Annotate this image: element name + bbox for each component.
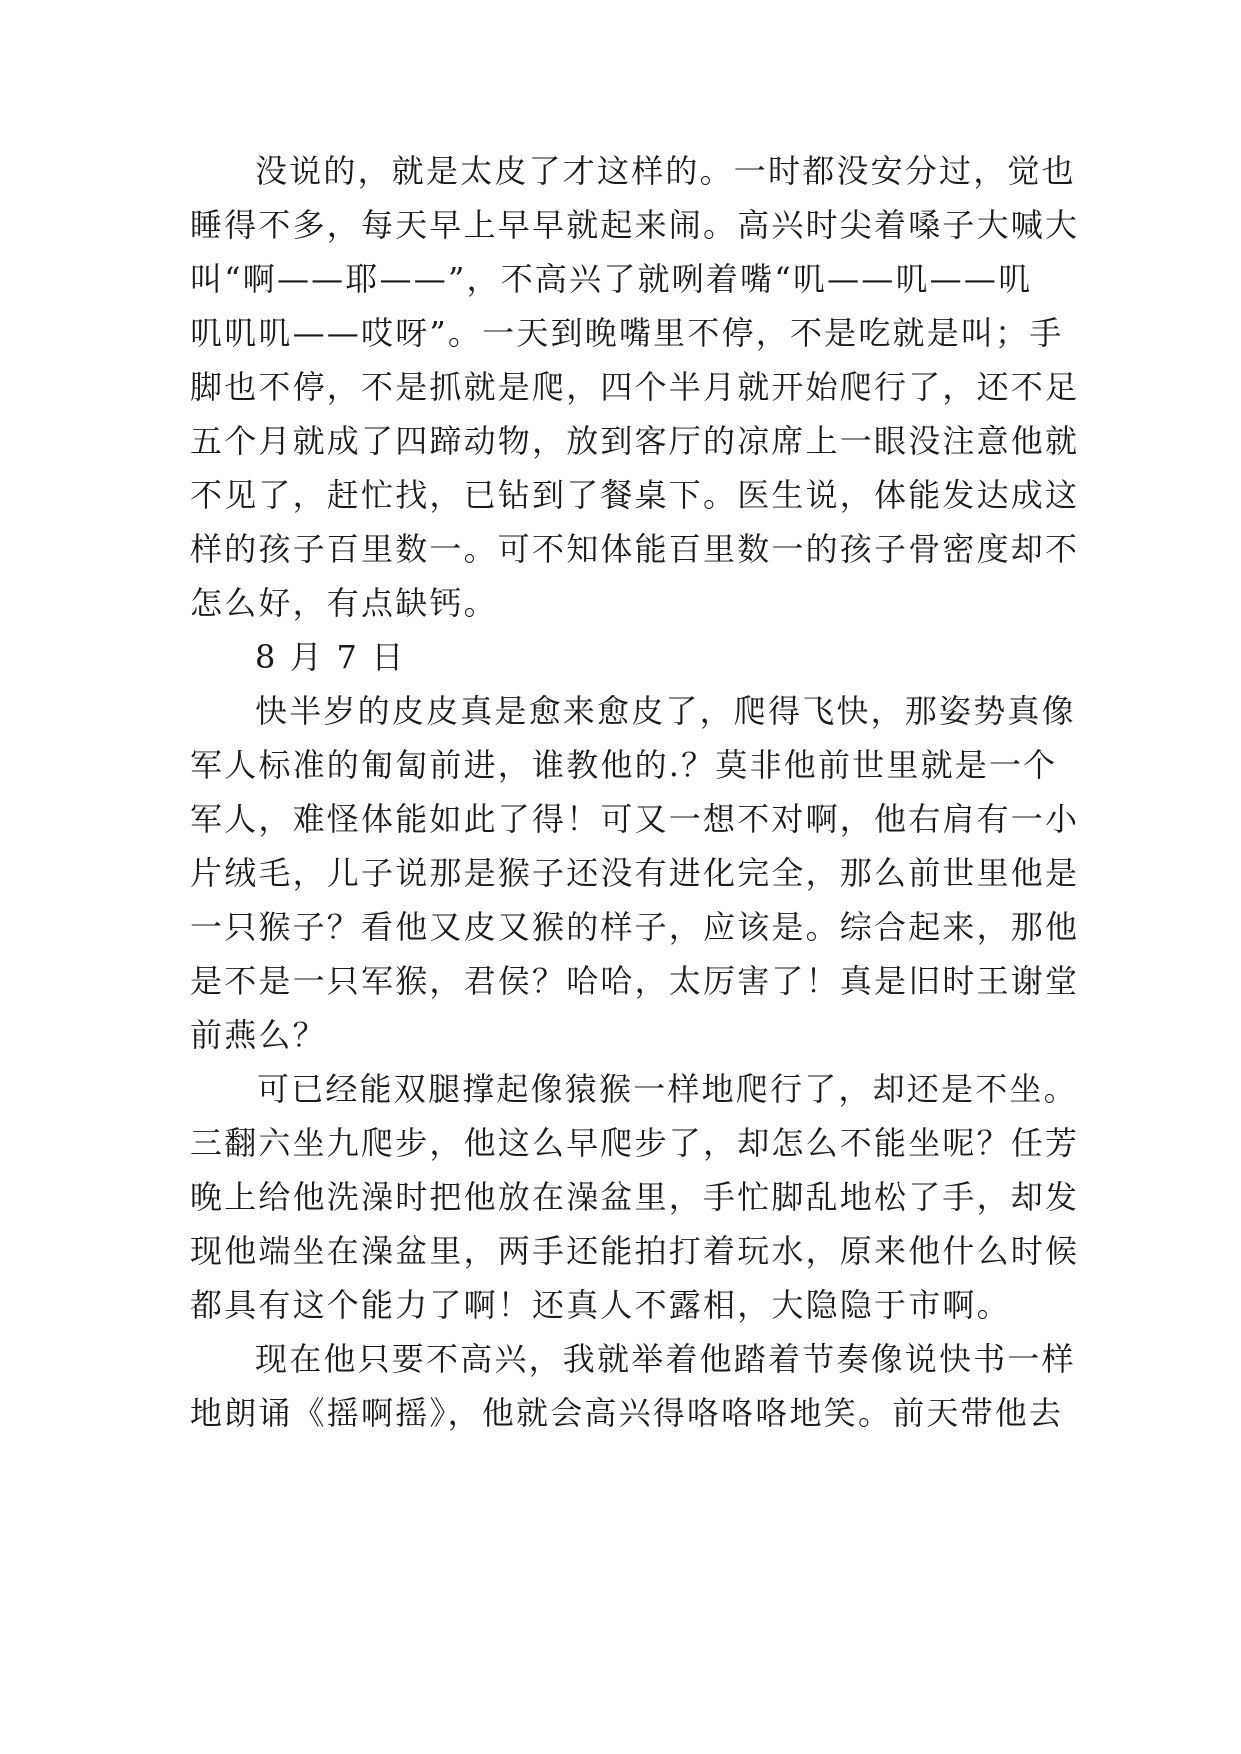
text-line: 晚上给他洗澡时把他放在澡盆里，手忙脚乱地松了手，却发 [190,1178,1080,1216]
text-line: 没说的，就是太皮了才这样的。一时都没安分过，觉也 [255,152,1076,190]
text-line: 快半岁的皮皮真是愈来愈皮了，爬得飞快，那姿势真像 [255,692,1076,730]
text-line: 片绒毛，儿子说那是猴子还没有进化完全，那么前世里他是 [190,854,1080,892]
text-line: 叽叽叽——哎呀”。一天到晚嘴里不停，不是吃就是叫；手 [190,314,1064,352]
text-line: 可已经能双腿撑起像猿猴一样地爬行了，却还是不坐。 [257,1070,1078,1108]
text-line: 睡得不多，每天早上早早就起来闹。高兴时尖着嗓子大喊大 [190,206,1080,244]
text-line: 军人标准的匍匐前进，谁教他的.？莫非他前世里就是一个 [190,746,1058,784]
text-line: 都具有这个能力了啊！还真人不露相，大隐隐于市啊。 [190,1286,1011,1324]
text-line: 是不是一只军猴，君侯？哈哈，太厉害了！真是旧时王谢堂 [190,962,1080,1000]
date-heading: 8 月 7 日 [255,638,406,676]
text-line: 五个月就成了四蹄动物，放到客厅的凉席上一眼没注意他就 [190,422,1080,460]
text-line: 现他端坐在澡盆里，两手还能拍打着玩水，原来他什么时候 [190,1232,1080,1270]
text-line: 军人，难怪体能如此了得！可又一想不对啊，他右肩有一小 [190,800,1080,838]
text-line: 怎么好，有点缺钙。 [190,584,498,622]
text-line: 现在他只要不高兴，我就举着他踏着节奏像说快书一样 [255,1340,1076,1378]
text-line: 三翻六坐九爬步，他这么早爬步了，却怎么不能坐呢？任芳 [190,1124,1080,1162]
text-line: 一只猴子？看他又皮又猴的样子，应该是。综合起来，那他 [190,908,1080,946]
text-line: 前燕么？ [190,1016,327,1054]
text-line: 样的孩子百里数一。可不知体能百里数一的孩子骨密度却不 [190,530,1080,568]
text-line: 叫“啊——耶——”，不高兴了就咧着嘴“叽——叽——叽 [190,260,1033,298]
text-line: 地朗诵《摇啊摇》，他就会高兴得咯咯咯地笑。前天带他去 [190,1394,1064,1432]
text-line: 不见了，赶忙找，已钻到了餐桌下。医生说，体能发达成这 [190,476,1080,514]
text-line: 脚也不停，不是抓就是爬，四个半月就开始爬行了，还不足 [190,368,1080,406]
